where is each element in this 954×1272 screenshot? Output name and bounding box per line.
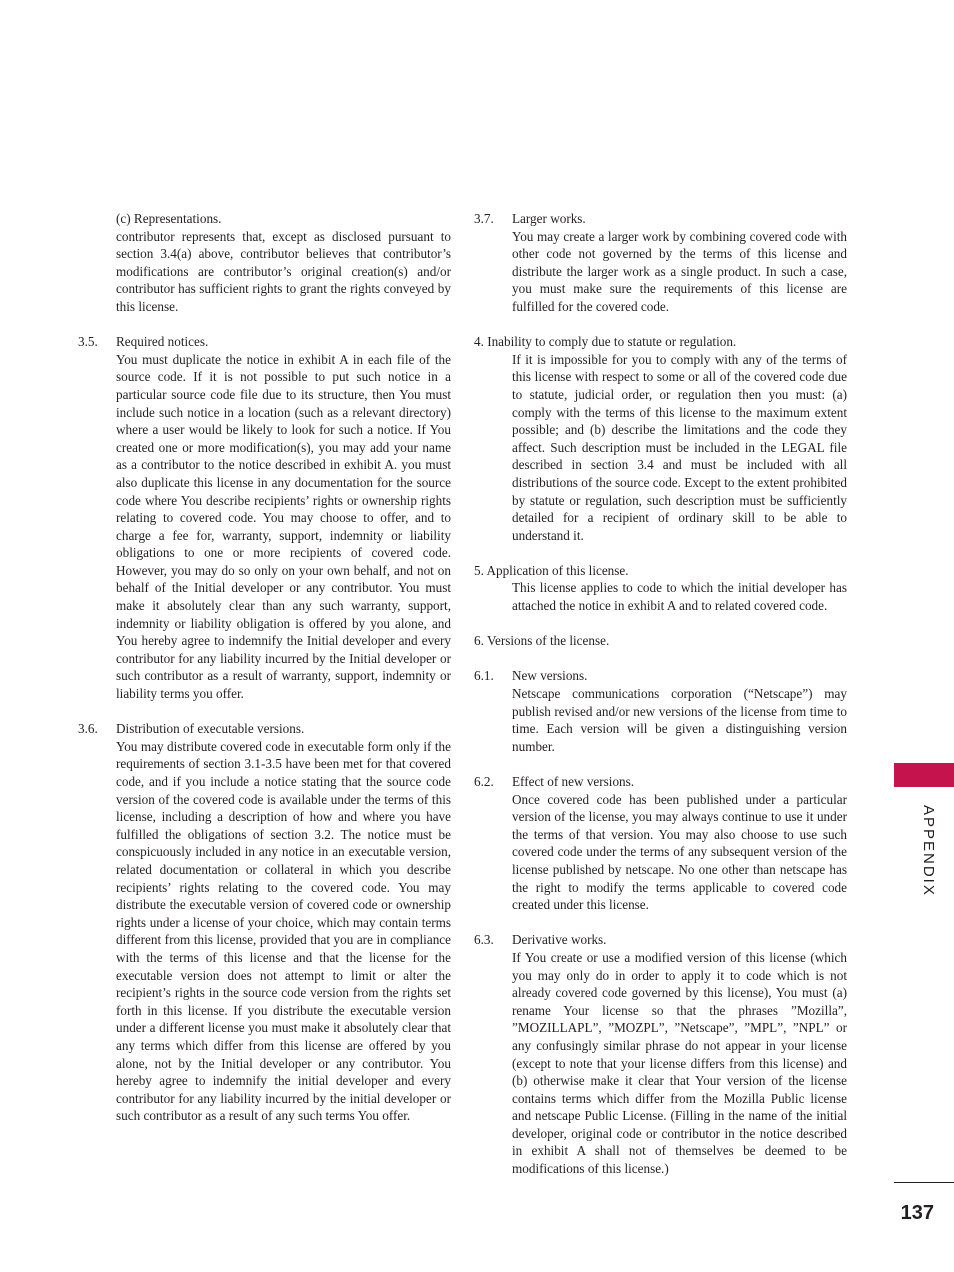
section-heading	[474, 210, 847, 228]
section-title: Required notices.	[116, 334, 209, 350]
section-heading	[474, 773, 847, 791]
section-heading	[474, 931, 847, 949]
section-body: If You create or use a modified version of this license (which you may only do in order to apply it to code which is not already covered code governed by this license), You must (a) rename Your license so that the phrases ”Mozilla”, ”MOZILLAPL”, ”MOZPL”, ”Netscape”, ”MPL”, ”NPL” or any confusingly similar phrase do not appear in your license (except to note that your license differs from this license) and (b) otherwise make it clear that Your version of the license contains terms which differ from the Mozilla Public license and netscape Public License. (Filling in the name of the initial developer, original code or contributor in the notice described in exhibit A shall not of themselves be deemed to be modifications of this license.)	[512, 949, 847, 1177]
section-body: If it is impossible for you to comply with any of the terms of this license with respect to some or all of the covered code due to statute, judicial order, or regulation then you must: (a) comply with the terms of this license to the maximum extent possible; and (b) describe the limitations and the code they affect. Such description must be included in the LEGAL file described in section 3.4 and must be included with all distributions of the source code. Except to the extent prohibited by statute or regulation, such description must be sufficiently detailed for a recipient of ordinary skill to be able to understand it.	[512, 351, 847, 543]
section-body: Once covered code has been published under a particular version of the license, you may always continue to use it under the terms of that version. You may also choose to use such covered code under the terms of any subsequent version of the license published by netscape. No one other than netscape has the right to modify the terms applicable to covered code created under this license.	[512, 791, 847, 913]
appendix-side-label: APPENDIX	[920, 805, 937, 897]
section-3-6-distribution-executable	[78, 720, 451, 1125]
section-number: 6.3.	[474, 932, 494, 948]
section-title: Derivative works.	[512, 932, 607, 948]
section-number: 3.5.	[78, 334, 98, 350]
section-title: Larger works.	[512, 211, 586, 226]
section-c-representations	[78, 210, 451, 316]
right-column	[474, 210, 847, 1195]
section-heading	[474, 667, 847, 685]
section-heading: 6. Versions of the license.	[474, 633, 610, 649]
section-title: Distribution of executable versions.	[116, 721, 305, 737]
section-heading: 4. Inability to comply due to statute or regulation.	[474, 334, 737, 350]
section-6-1-new-versions	[474, 667, 847, 755]
section-number: 6.2.	[474, 774, 494, 789]
section-body: You may distribute covered code in executable form only if the requirements of section 3.1-3.5 have been met for that covered code, and if you include a notice stating that the source code version of the covered code is available under the terms of this license, including a description of how and where you have fulfilled the obligations of section 3.2. The notice must be conspicuously included in any notice in an executable version, related documentation or collateral in which you describe recipients’ rights relating to the covered code. You may distribute the executable version of covered code or ownership rights under a license of your choice, which may contain terms different from this license, provided that you are in compliance with the terms of this license and that the license for the executable version does not attempt to limit or alter the recipient’s rights in the source code version from the rights set forth in this license. If you distribute the executable version under a different license you must make it absolutely clear that any terms which differ from this license are offered by you alone, not by the Initial developer or any contributor. You hereby agree to indemnify the initial developer and every contributor for any liability incurred by the initial developer or such contributor as a result of any such terms You offer.	[116, 738, 451, 1124]
section-number: 3.7.	[474, 211, 494, 226]
footer-rule	[894, 1182, 954, 1183]
section-heading: 5. Application of this license.	[474, 562, 629, 578]
left-column	[78, 210, 451, 1142]
section-3-7-larger-works	[474, 210, 847, 316]
section-number: 6.1.	[474, 668, 494, 684]
page-number: 137	[900, 1202, 934, 1224]
section-6-3-derivative-works	[474, 931, 847, 1177]
section-6-versions	[474, 632, 847, 650]
section-body: contributor represents that, except as disclosed pursuant to section 3.4(a) above, contributor believes that contributor’s modifications are contributor’s original creation(s) and/or contributor has sufficient rights to grant the rights conveyed by this license.	[116, 228, 451, 314]
section-body: You may create a larger work by combining covered code with other code not governed by the terms of this license and distribute the larger work as a single product. In such a case, you must make sure the requirements of this license are fulfilled for the covered code.	[512, 228, 847, 314]
section-title: New versions.	[512, 668, 588, 684]
section-5-application	[474, 562, 847, 615]
section-3-5-required-notices	[78, 333, 451, 702]
section-4-inability-to-comply	[474, 333, 847, 544]
section-body: This license applies to code to which the initial developer has attached the notice in exhibit A and to related covered code.	[512, 580, 847, 614]
section-heading	[78, 333, 451, 351]
section-heading	[78, 720, 451, 738]
section-title: (c) Representations.	[116, 211, 222, 226]
section-body: You must duplicate the notice in exhibit A in each file of the source code. If it is not possible to put such notice in a particular source code file due to its structure, then You must include such notice in a location (such as a relevant directory) where a user would be likely to look for such a notice. If You created one or more modification(s), you may add your name as a contributor to the notice described in exhibit A. you must also duplicate this license in any documentation for the source code where You describe recipients’ rights or ownership rights relating to covered code. You may choose to offer, and to charge a fee for, warranty, support, indemnity or liability obligations to one or more recipients of covered code. However, you may do so only on your own behalf, and not on behalf of the Initial developer or any contributor. You must make it absolutely clear than any such warranty, support, indemnity or liability obligation is offered by you alone, and You hereby agree to indemnify the Initial developer and every contributor for any liability incurred by the Initial developer or such contributor as a result of warranty, support, indemnity or liability terms you offer.	[116, 351, 451, 702]
section-number	[78, 210, 116, 228]
section-heading	[78, 210, 451, 228]
appendix-tab-marker	[894, 763, 954, 787]
section-number: 3.6.	[78, 721, 98, 737]
section-body: Netscape communications corporation (“Netscape”) may publish revised and/or new versions of the license from time to time. Each version will be given a distinguishing version number.	[512, 686, 847, 754]
section-6-2-effect-of-new-versions	[474, 773, 847, 914]
section-title: Effect of new versions.	[512, 774, 635, 789]
